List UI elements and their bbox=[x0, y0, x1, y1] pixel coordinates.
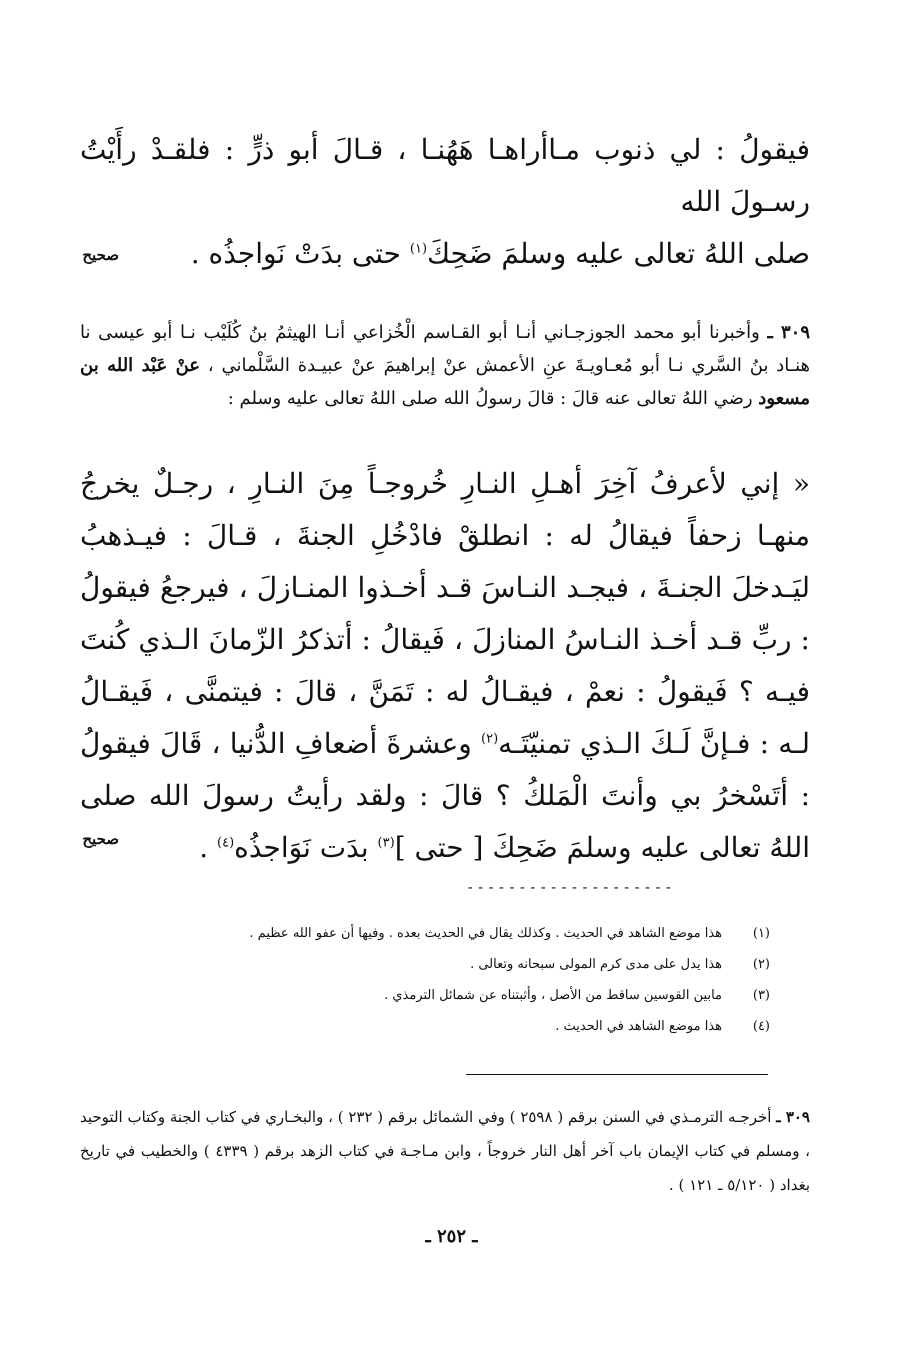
takhrij-number: ٣٠٩ ـ bbox=[776, 1108, 810, 1126]
footnote-number: (٢) bbox=[752, 957, 770, 972]
footnote-number: (٤) bbox=[752, 1019, 770, 1034]
footnote-text: مابين القوسين ساقط من الأصل ، وأثبتناه عن شمائل الترمذي . bbox=[384, 988, 722, 1003]
footnote-number: (٣) bbox=[752, 988, 770, 1003]
grade-label-2: صحيح bbox=[82, 830, 119, 848]
footnote-ref-2: (٢) bbox=[481, 731, 499, 747]
footnote-divider bbox=[466, 1074, 768, 1075]
continuation-line-1: فيقولُ : لي ذنوب مـاأراهـا هَهُنـا ، قـالَ أبو ذرٍّ : فلقـدْ رأَيْتُ رسـولَ الله bbox=[80, 133, 810, 218]
takhrij-text: أخرجـه الترمـذي في السنن برقم ( ٢٥٩٨ ) وفي الشمائل برقم ( ٢٣٢ ) ، والبخـاري في كتاب الجنة وكتاب التوحيد ، ومسلم في كتاب الإيمان باب آخر أهل النار خروجاً ، وابن مـاجـة في كتاب الزهد برقم ( ٤٣٣٩ ) والخطيب في تاريخ بغداد ( ٥/١٢٠ ـ ١٢١ ) . bbox=[80, 1108, 810, 1194]
footnote-number: (١) bbox=[752, 926, 770, 941]
matn-text-1: « إني لأعرفُ آخِرَ أهـلِ النـارِ خُروجـاً مِنَ النـارِ ، رجـلٌ يخرجُ منهـا زحفاً فيقالُ له : انطلقْ فادْخُلِ الجنةَ ، قـالَ : فيـذهبُ ليَـدخلَ الجنـةَ ، فيجـد النـاسَ قـد أخـذوا المنـازلَ ، فيرجعُ فيقولُ : ربِّ قـد أخـذ النـاسُ المنازلَ ، فَيقالُ : أتذكرُ الزّمانَ الـذي كُنتَ فيـه ؟ فَيقولُ : نعمْ ، فيقـالُ له : تَمَنَّ ، قالَ : فيتمنَّى ، فَيقـالُ لـه : فـإنَّ لَـكَ الـذي تمنيّتَـه bbox=[80, 467, 810, 760]
matn-text-3: بدَت نَوَاجذُه bbox=[234, 831, 378, 864]
isnad-text-1: وأخبرنا أبو محمد الجوزجـاني أنـا أبو القـاسم الْخُزاعي أنـا الهيثمُ بنُ كُلَيْب نـا أبو عيسى نا هنـاد بنُ السَّري نـا أبو مُعـاويـةَ عنِ الأعمش عنْ إبراهيمَ عنْ عبيـدة السَّلْماني ، bbox=[80, 322, 810, 376]
hadith-309-isnad bbox=[80, 316, 810, 415]
footnote-text: هذا موضع الشاهد في الحديث . وكذلك يقال في الحديث بعده . وفيها أن عفو الله عظيم . bbox=[249, 926, 722, 941]
footnote-text: هذا يدل على مدى كرم المولى سبحانه وتعالى . bbox=[470, 957, 722, 972]
continuation-tail: حتى بدَتْ نَواجذُه . bbox=[190, 237, 410, 270]
dashed-separator: -------------------- bbox=[466, 880, 675, 896]
grade-label-1: صحيح bbox=[82, 246, 119, 264]
isnad-text-2: رضي اللهُ تعالى عنه قالَ : قالَ رسولُ الله صلى اللهُ تعالى عليه وسلم : bbox=[227, 388, 759, 409]
footnote-ref-4: (٤) bbox=[217, 835, 235, 851]
footnote-ref-1: (١) bbox=[409, 241, 428, 257]
footnote-item bbox=[180, 1011, 770, 1042]
matn-end: . bbox=[199, 831, 218, 864]
continuation-line-2: صلى اللهُ تعالى عليه وسلمَ ضَحِكَ bbox=[427, 237, 810, 270]
footnote-item bbox=[180, 980, 770, 1011]
footnote-text: هذا موضع الشاهد في الحديث . bbox=[555, 1019, 722, 1034]
continuation-paragraph bbox=[80, 124, 810, 280]
matn-text-2: وعشرةَ أضعافِ الدُّنيا ، قَالَ فيقولُ : أتَسْخرُ بي وأنتَ الْمَلكُ ؟ قالَ : ولقد رأيتُ رسولَ الله صلى اللهُ تعالى عليه وسلمَ ضَحِكَ [ حتى ] bbox=[80, 727, 810, 864]
narrator-name: عنْ عَبْد الله بن مسعود bbox=[80, 355, 810, 409]
page-number: ـ ٢٥٢ ـ bbox=[425, 1226, 478, 1247]
hadith-number: ٣٠٩ ـ bbox=[767, 322, 810, 343]
footnote-item bbox=[180, 918, 770, 949]
footnote-item bbox=[180, 949, 770, 980]
hadith-309-matn bbox=[80, 458, 810, 874]
footnote-ref-3: (٣) bbox=[377, 835, 395, 851]
footnotes bbox=[180, 918, 770, 1042]
takhrij-note bbox=[80, 1100, 810, 1202]
